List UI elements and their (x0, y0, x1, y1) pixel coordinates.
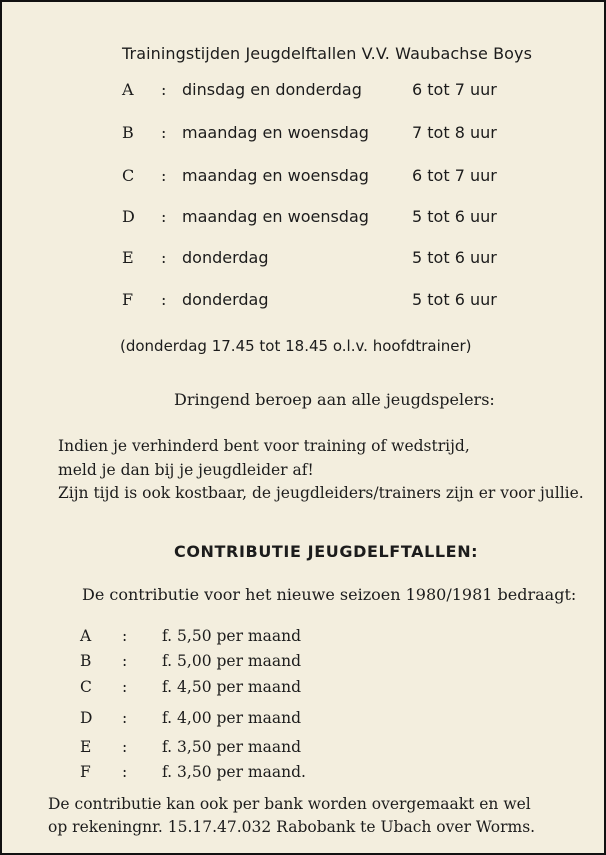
fee-row (2, 738, 602, 760)
team-letter: E (80, 738, 92, 756)
appeal-line: Zijn tijd is ook kostbaar, de jeugdleiders/trainers zijn er voor jullie. (58, 484, 584, 502)
training-days: maandag en woensdag (182, 166, 369, 185)
payment-line: op rekeningnr. 15.17.47.032 Rabobank te Ubach over Worms. (48, 818, 536, 836)
separator: : (161, 207, 167, 226)
training-time: 6 tot 7 uur (412, 80, 497, 99)
team-letter: D (80, 709, 93, 727)
training-row (2, 123, 602, 145)
fee-amount: f. 3,50 per maand. (162, 763, 306, 781)
training-row (2, 207, 602, 229)
separator: : (122, 652, 128, 670)
team-letter: A (80, 627, 92, 645)
training-note: (donderdag 17.45 tot 18.45 o.l.v. hoofdtrainer) (120, 337, 472, 355)
training-days: dinsdag en donderdag (182, 80, 362, 99)
team-letter: B (122, 123, 134, 142)
training-days: donderdag (182, 290, 269, 309)
training-row (2, 80, 602, 102)
team-letter: E (122, 248, 134, 267)
fee-amount: f. 5,00 per maand (162, 652, 301, 670)
separator: : (122, 678, 128, 696)
training-time: 5 tot 6 uur (412, 207, 497, 226)
appeal-heading: Dringend beroep aan alle jeugdspelers: (174, 390, 495, 409)
separator: : (161, 166, 167, 185)
fee-row (2, 763, 602, 785)
training-time: 7 tot 8 uur (412, 123, 497, 142)
team-letter: C (80, 678, 92, 696)
separator: : (122, 627, 128, 645)
appeal-line: meld je dan bij je jeugdleider af! (58, 461, 314, 479)
separator: : (161, 80, 167, 99)
fee-amount: f. 5,50 per maand (162, 627, 301, 645)
fee-amount: f. 3,50 per maand (162, 738, 301, 756)
fee-amount: f. 4,50 per maand (162, 678, 301, 696)
contribution-intro: De contributie voor het nieuwe seizoen 1980/1981 bedraagt: (82, 585, 577, 604)
training-time: 5 tot 6 uur (412, 248, 497, 267)
training-row (2, 248, 602, 270)
fee-row (2, 652, 602, 674)
fee-row (2, 627, 602, 649)
training-row (2, 290, 602, 312)
separator: : (122, 763, 128, 781)
training-days: donderdag (182, 248, 269, 267)
team-letter: A (122, 80, 134, 99)
team-letter: F (80, 763, 91, 781)
separator: : (161, 290, 167, 309)
separator: : (122, 738, 128, 756)
training-time: 5 tot 6 uur (412, 290, 497, 309)
team-letter: B (80, 652, 92, 670)
training-row (2, 166, 602, 188)
separator: : (161, 248, 167, 267)
training-days: maandag en woensdag (182, 207, 369, 226)
fee-row (2, 709, 602, 731)
contribution-title: CONTRIBUTIE JEUGDELFTALLEN: (174, 542, 479, 561)
appeal-line: Indien je verhinderd bent voor training of wedstrijd, (58, 437, 470, 455)
team-letter: F (122, 290, 134, 309)
team-letter: D (122, 207, 135, 226)
training-time: 6 tot 7 uur (412, 166, 497, 185)
fee-amount: f. 4,00 per maand (162, 709, 301, 727)
separator: : (122, 709, 128, 727)
training-days: maandag en woensdag (182, 123, 369, 142)
fee-row (2, 678, 602, 700)
team-letter: C (122, 166, 135, 185)
page-title: Trainingstijden Jeugdelftallen V.V. Waubachse Boys (122, 44, 533, 63)
payment-line: De contributie kan ook per bank worden overgemaakt en wel (48, 795, 531, 813)
separator: : (161, 123, 167, 142)
